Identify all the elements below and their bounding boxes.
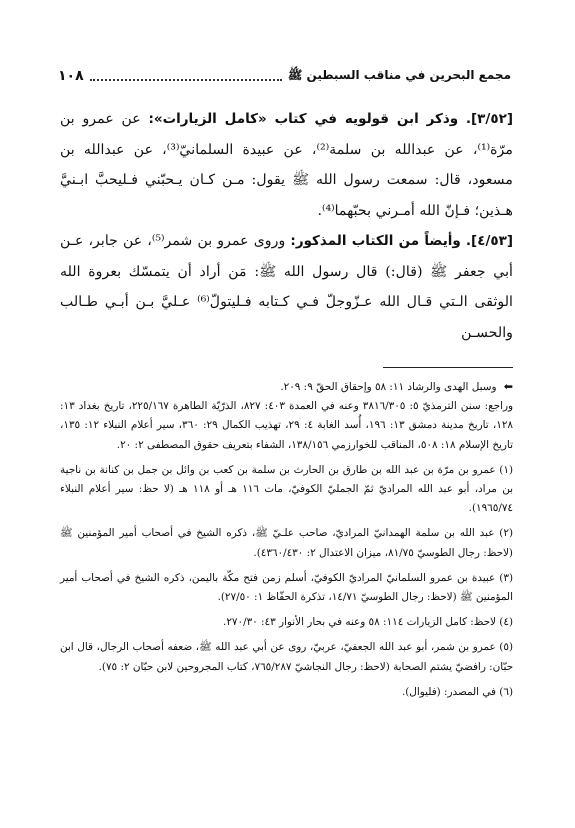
paragraph-52 [60,104,513,226]
footnote-4: (٤) لاحظ: كامل الزيارات ١١٤: ٥٨ وعنه في بحار الأنوار ٤٣: ٢٧٠/٣٠. [223,616,513,629]
main-text [60,104,513,348]
paragraph-number: [٤/٥٣]. [465,233,514,249]
paragraph-text: وروى عمرو بن شمر⁽⁵⁾، عن جابر، عـن أبي جعفر ﷺ (قال:) قال رسول الله ﷺ: مَن أراد أن يتمسّك بعروة الله الوثقى الـتي قـال الله عـزّوجلّ فـي كـتابه فـليتولّ⁽⁶⁾ عـليَّ بـن أبـي طـالب والحسـن [60,233,513,341]
paragraph-53 [60,226,513,348]
footnote-separator [383,367,513,368]
footnote-2: (٢) عبد الله بن سلمة الهمدانيّ المراديّ، صاحب علـيّ ﷺ، ذكره الشيخ في أصحاب أمير المؤمنين ﷺ (لاحظ: رجال الطوسيّ ٨١/٧٥، ميزان الاعتدال ٢: ٤٣٦٠/٤٣٠). [60,527,513,559]
footnote-text: وراجع: سنن الترمذيّ ٥: ٣٨١٦/٣٠٥ وعنه في العمدة ٤٠٣: ٨٢٧، الذرّيّة الطاهرة ٢٢٥/١٦٧، تاريخ بغداد ١٣: ١٢٨، تاريخ مدينة دمشق ١٣: ١٩٦، أُسد الغابة ٤: ٢٩، تهذيب الكمال ٢٩: ٣٦٠، سير أعلام النبلاء ١٢: ١٣٥، تاريخ الإسلام ١٨: ٥٠٨، المناقب للخوارزمي ١٣٨/١٥٦، الشفاء بتعريف حقوق المصطفى ٢: ٢٠. [60,400,514,451]
footnote-5: (٥) عمرو بن شمر، أبو عبد الله الجعفيّ، عربيّ، روى عن أبي عبد الله ﷺ، ضعفه أصحاب الرجال، قال ابن حبّان: رافضيّ يشتم الصحابة (لاحظ: رجال النجاشيّ ٧٦٥/٢٨٧، كتاب المجروحين لابن حبّان ٢: ٧٥). [60,641,513,673]
paragraph-text: عن عمرو بن مرّة⁽¹⁾، عن عبدالله بن سلمة⁽²⁾، عن عبيدة السلمانيّ⁽³⁾، عن عبدالله بن مسعود، قال: سمعت رسول الله ﷺ يقول: مـن كـان يـحبّني فـليحبَّ ابـنيَّ هـذين؛ فـإنّ الله أمـرني بحبّهما⁽⁴⁾. [60,111,513,219]
page-number: ١٠٨ [58,68,84,84]
paragraph-lead: وذكر ابن قولويه في كتاب «كامل الزيارات»: [148,111,459,127]
footnote-1: (١) عمرو بن مرّة بن عبد الله بن طارق بن الحارث بن سلمة بن كعب بن وائل بن جمل بن كنانة بن ناجية بن مراد، أبو عبد الله المراديّ ثمّ الجمليّ الكوفيّ، مات ١١٦ هـ أو ١١٨ هـ (لا حظ: سير أعلام النبلاء ١٩٦٥/٧٤). [60,463,514,515]
footnote-6: (٦) في المصدر: (فليوال). [401,685,513,698]
footnotes [60,377,513,708]
footnote-continuation [60,377,513,455]
page-header [58,66,511,86]
footnote-3: (٣) عبيدة بن عمرو السلمانيّ المراديّ الكوفيّ، أسلم زمن فتح مكّة باليمن، ذكره الشيخ في أصحاب أمير المؤمنين ﷺ (لاحظ: رجال الطوسيّ ١٤/٧١، تذكرة الحفّاظ ١: ٢٧/٥٠). [60,571,513,604]
running-title: مجمع البحرين في مناقب السبطين ﷺ [287,67,511,82]
continuation-arrow-icon: ⬅ [503,380,513,393]
footnote-text: وسبل الهدى والرشاد ١١: ٥٨ وإحقاق الحقّ ٩: ٢٠٩. [280,381,497,393]
header-leader-dots [90,71,282,81]
paragraph-number: [٣/٥٢]. [465,111,513,127]
paragraph-lead: وأيضاً من الكتاب المذكور: [290,233,461,249]
